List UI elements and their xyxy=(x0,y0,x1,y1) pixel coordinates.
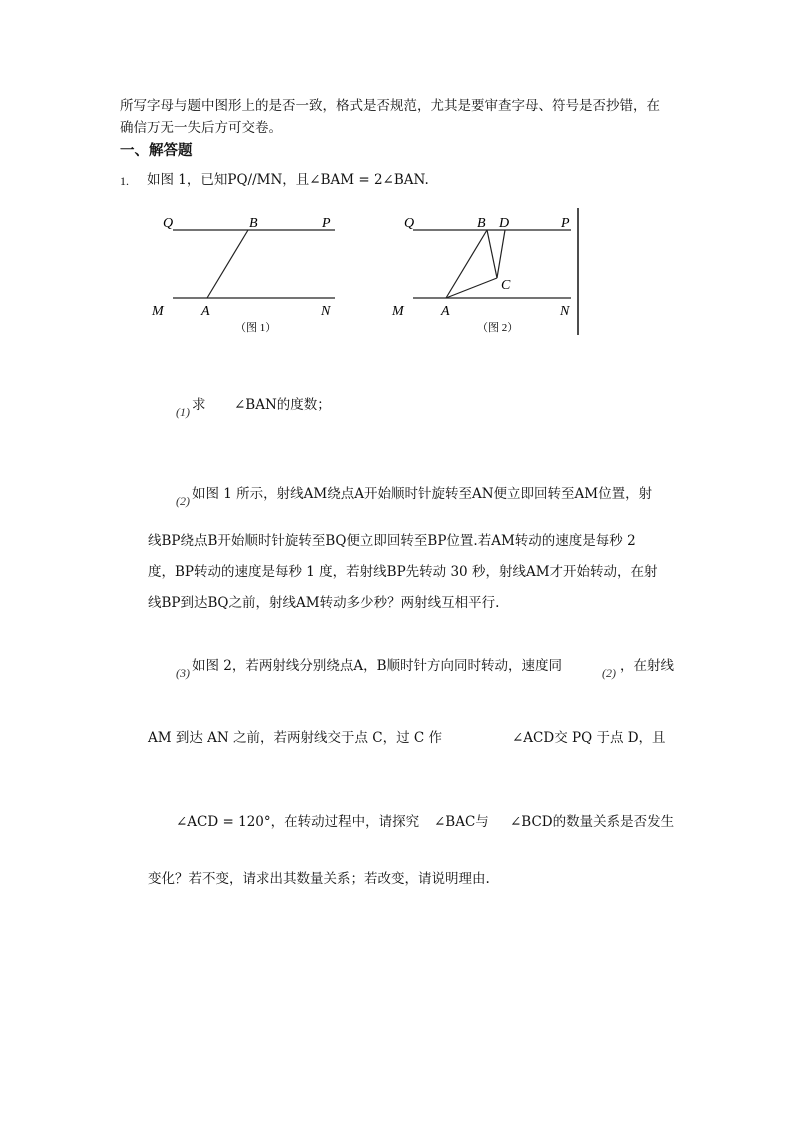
part-2-line-1: 如图 1 所示，射线AM绕点A开始顺时针旋转至AN便立即回转至AM位置，射 xyxy=(192,486,653,502)
part-3-ref-tag: (2) xyxy=(602,666,616,680)
label-a: A xyxy=(201,304,210,319)
segment-dc xyxy=(497,230,505,278)
part-3-tag: (3) xyxy=(176,666,190,680)
label-c: C xyxy=(501,278,511,293)
part-2-line-4: 线BP到达BQ之前，射线AM转动多少秒？两射线互相平行. xyxy=(148,595,500,611)
part-2-line-2: 线BP绕点B开始顺时针旋转至BQ便立即回转至BP位置.若AM转动的速度是每秒 2 xyxy=(148,533,636,549)
label-d: D xyxy=(499,216,510,231)
label-p: P xyxy=(561,216,570,231)
figure-2 xyxy=(385,205,585,337)
question-number: 1. xyxy=(120,174,129,188)
figure-2-caption: （图 2） xyxy=(477,322,519,334)
label-n: N xyxy=(560,304,570,319)
part-1-tag: (1) xyxy=(176,405,190,419)
segment-ab xyxy=(446,230,487,298)
segment-ac xyxy=(446,278,497,298)
section-title: 一、解答题 xyxy=(120,143,193,159)
label-q: Q xyxy=(404,216,415,231)
label-n: N xyxy=(321,304,331,319)
part-1-text-b: ∠BAN的度数； xyxy=(234,397,331,413)
question-stem: 如图 1，已知PQ//MN，且∠BAM = 2∠BAN. xyxy=(147,172,429,188)
part-2-tag: (2) xyxy=(176,494,190,508)
label-m: M xyxy=(152,304,164,319)
part-3-line-2b: ∠ACD交 PQ 于点 D，且 xyxy=(512,730,666,746)
part-3-line-2a: AM 到达 AN 之前，若两射线交于点 C，过 C 作 xyxy=(148,730,443,746)
label-p: P xyxy=(322,216,331,231)
label-m: M xyxy=(392,304,404,319)
part-3-line-3c: ∠BCD的数量关系是否发生 xyxy=(510,814,675,830)
part-3-line-1-end: ，在射线 xyxy=(620,658,674,674)
label-b: B xyxy=(249,216,258,231)
part-3-line-3a: ∠ACD = 120°，在转动过程中，请探究 xyxy=(176,814,420,830)
segment-ab xyxy=(207,230,248,298)
part-3-line-4: 变化？若不变，请求出其数量关系；若改变，请说明理由. xyxy=(148,871,490,887)
label-b: B xyxy=(477,216,486,231)
part-2-line-3: 度，BP转动的速度是每秒 1 度，若射线BP先转动 30 秒，射线AM才开始转动，在射 xyxy=(148,564,658,580)
label-q: Q xyxy=(163,216,174,231)
figure-1 xyxy=(140,205,350,337)
part-1-text-a: 求 xyxy=(192,397,206,413)
intro-line-2: 确信万无一失后方可交卷。 xyxy=(120,120,282,136)
label-a: A xyxy=(441,304,450,319)
part-3-line-1: 如图 2，若两射线分别绕点A，B顺时针方向同时转动，速度同 xyxy=(192,658,563,674)
part-3-line-3b: ∠BAC与 xyxy=(434,814,489,830)
figure-1-caption: （图 1） xyxy=(235,322,277,334)
segment-bc xyxy=(487,230,497,278)
intro-line-1: 所写字母与题中图形上的是否一致，格式是否规范，尤其是要审查字母、符号是否抄错，在 xyxy=(120,98,660,114)
